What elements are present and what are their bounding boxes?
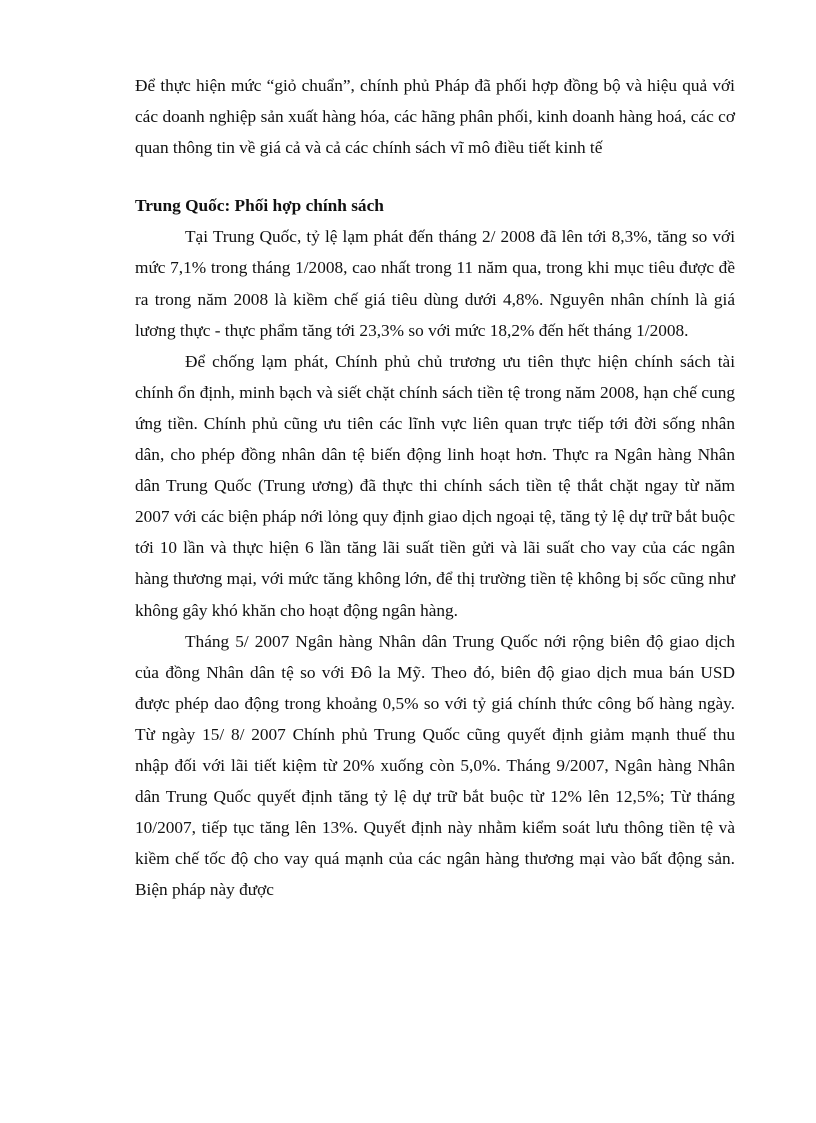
intro-paragraph: Để thực hiện mức “giỏ chuẩn”, chính phủ Pháp đã phối hợp đồng bộ và hiệu quả với các doanh nghiệp sản xuất hàng hóa, các hãng phân phối, kinh doanh hàng hoá, các cơ quan thông tin về giá cả và cả các chính sách vĩ mô điều tiết kinh tế: [135, 76, 735, 158]
document-page: [135, 70, 735, 905]
paragraph-monetary-policy: Để chống lạm phát, Chính phủ chủ trương ưu tiên thực hiện chính sách tài chính ổn định, minh bạch và siết chặt chính sách tiền tệ trong năm 2008, hạn chế cung ứng tiền. Chính phủ cũng ưu tiên các lĩnh vực liên quan trực tiếp tới đời sống nhân dân, cho phép đồng nhân dân tệ biến động linh hoạt hơn. Thực ra Ngân hàng Nhân dân Trung Quốc (Trung ương) đã thực thi chính sách tiền tệ thắt chặt ngay từ năm 2007 với các biện pháp nới lỏng quy định giao dịch ngoại tệ, tăng tỷ lệ dự trữ bắt buộc tới 10 lần và thực hiện 6 lần tăng lãi suất tiền gửi và lãi suất cho vay của các ngân hàng thương mại, với mức tăng không lớn, để thị trường tiền tệ không bị sốc cũng như không gây khó khăn cho hoạt động ngân hàng.: [135, 351, 735, 620]
section-heading: Trung Quốc: Phối hợp chính sách: [135, 196, 384, 216]
paragraph-inflation: Tại Trung Quốc, tỷ lệ lạm phát đến tháng 2/ 2008 đã lên tới 8,3%, tăng so với mức 7,1% trong tháng 1/2008, cao nhất trong 11 năm qua, trong khi mục tiêu được đề ra trong năm 2008 là kiềm chế giá tiêu dùng dưới 4,8%. Nguyên nhân chính là giá lương thực - thực phẩm tăng tới 23,3% so với mức 18,2% đến hết tháng 1/2008.: [135, 227, 735, 340]
paragraph-exchange-rate: Tháng 5/ 2007 Ngân hàng Nhân dân Trung Quốc nới rộng biên độ giao dịch của đồng Nhân dân tệ so với Đô la Mỹ. Theo đó, biên độ giao dịch mua bán USD được phép dao động trong khoảng 0,5% so với tỷ giá chính thức công bố hàng ngày. Từ ngày 15/ 8/ 2007 Chính phủ Trung Quốc cũng quyết định giảm mạnh thuế thu nhập đối với lãi tiết kiệm từ 20% xuống còn 5,0%. Tháng 9/2007, Ngân hàng Nhân dân Trung Quốc quyết định tăng tỷ lệ dự trữ bắt buộc từ 12% lên 12,5%; Từ tháng 10/2007, tiếp tục tăng lên 13%. Quyết định này nhằm kiểm soát lưu thông tiền tệ và kiềm chế tốc độ cho vay quá mạnh của các ngân hàng thương mại vào bất động sản. Biện pháp này được: [135, 631, 735, 900]
